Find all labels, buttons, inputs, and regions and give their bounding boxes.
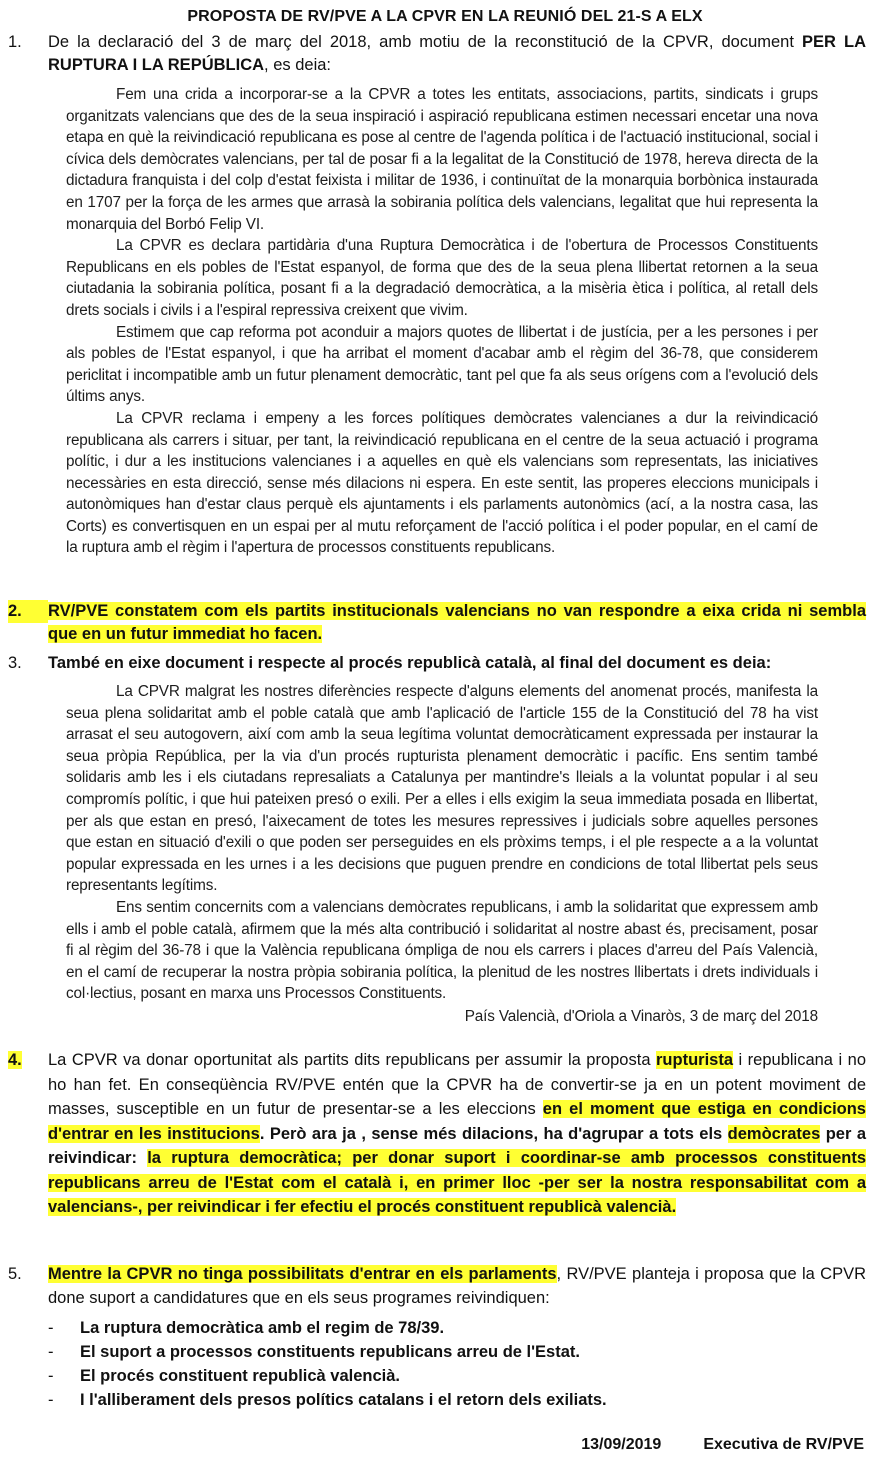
item-4-number: 4.: [8, 1051, 22, 1069]
list-item: [48, 1316, 868, 1340]
dash-bullet-icon: -: [48, 1319, 54, 1337]
footer-date: 13/09/2019: [581, 1436, 662, 1453]
document-title: PROPOSTA DE RV/PVE A LA CPVR EN LA REUNIÓ DEL 21-S A ELX: [187, 8, 703, 25]
item-4-text-c: i republicana i no ho han fet. En conseqüència RV/PVE entén que la CPVR ha de convertir-se ja en un potent moviment de masses, susceptible en un futur de presentar-se a les eleccions: [48, 1051, 866, 1118]
item-4-text: [48, 1048, 866, 1220]
footer-signature: Executiva de RV/PVE: [703, 1436, 864, 1453]
list-item: [48, 1340, 868, 1364]
item-5-text: [48, 1262, 866, 1310]
list-item: [48, 1388, 868, 1412]
quote-2-paragraph-1: La CPVR malgrat les nostres diferències respecte d'alguns elements del anomenat procés, manifesta la seua plena solidaritat amb el poble català que amb l'aplicació de l'article 155 de la Constitució del 78 ha vist arrasat el seu autogovern, així com amb la seua legítima voluntat democràticament expressada per instaurar la seua pròpia República, per la via d'un procés rupturista plenament democràtic i pacífic. Ens sentim també solidaris amb les i els ciutadans represaliats a Catalunya per mantindre's lleials a la voluntat popular i al seu compromís polític, i que hui pateixen presó o exili. Per a elles i ells exigim la seua immediata posada en llibertat, per als que estan en presó, l'aixecament de totes les mesures repressives i judicials sobre aquelles persones que estan en situació d'exili o que poden ser perseguides en els pròxims temps, i el ple respecte a a la voluntat popular expressada en les urnes i a les decisions que puguen prendre en condicions de total llibertat pels seus representants legítims.: [66, 683, 818, 895]
item-2: [8, 600, 866, 646]
item-1-text-a: De la declaració del 3 de març del 2018, amb motiu de la reconstitució de la CPVR, document: [48, 33, 794, 51]
item-1-number: 1.: [8, 33, 22, 51]
item-1-text-b: , es deia:: [264, 56, 331, 74]
list-item-text: El procés constituent republicà valencià.: [80, 1367, 401, 1385]
item-1-bold-title: PER LA RUPTURA I LA REPÚBLICA: [48, 33, 866, 74]
list-item-text: I l'alliberament dels presos polítics catalans i el retorn dels exiliats.: [80, 1391, 607, 1409]
item-4-highlight-rupturista: rupturista: [656, 1051, 734, 1069]
item-4-highlight-ruptura: la ruptura democràtica; per donar suport i coordinar-se amb processos constituents republicans arreu de l'Estat com el català i, en primer lloc -per ser la nostra responsabilitat com a valencians-, per reivindicar i fer efectiu el procés constituent republicà valencià.: [48, 1149, 866, 1216]
quote-1-paragraph-4: La CPVR reclama i empeny a les forces polítiques demòcrates valencianes a dur la reivindicació republicana als carrers i situar, per tant, la reivindicació republicana en el centre de la seua actuació i programa polític, i dur a les institucions valencianes i a aquelles en què els valencians som representats, las iniciatives necessàries en esta direcció, sense més dilacions ni espera. En este sentit, las properes eleccions municipals i autonòmiques han d'estar claus perquè els ajuntaments i els parlaments autonòmics (ací, a la nostra casa, las Corts) es convertisquen en un espai per al mutu reforçament de l'acció política i el poder popular, en el camí de la ruptura amb el règim i l'apertura de processos constituents republicans.: [66, 409, 818, 557]
dash-bullet-icon: -: [48, 1367, 54, 1385]
item-4-text-g: per a reivindicar:: [48, 1124, 866, 1167]
list-item-text: La ruptura democràtica amb el regim de 78/39.: [80, 1319, 445, 1337]
item-5-highlight: Mentre la CPVR no tinga possibilitats d'entrar en els parlaments: [48, 1265, 557, 1283]
item-5-number: 5.: [8, 1265, 22, 1283]
dash-bullet-icon: -: [48, 1391, 54, 1409]
quote-1-paragraph-3: Estimem que cap reforma pot aconduir a majors quotes de llibertat i de justícia, per a les persones i per als pobles de l'Estat espanyol, i que ha arribat el moment d'acabar amb el règim del 36-78, que considerem periclitat i incompatible amb un futur plenament democràtic, tant pel que fa als seus orígens com a l'evolució dels últims anys.: [66, 323, 818, 406]
item-4-text-e: . Però ara ja , sense més dilacions, ha d'agrupar a tots els: [259, 1124, 728, 1143]
quote-1-paragraph-2: La CPVR es declara partidària d'una Ruptura Democràtica i de l'obertura de Processos Constituents Republicans en els pobles de l'Estat espanyol, de forma que des de la seua plena llibertat retornen a la seua ciutadania la sobirania política, posant fi a la degradació democràtica, a la misèria ètica i política, al retall dels drets socials i civils i a l'espiral repressiva creixent que vivim.: [66, 237, 818, 319]
item-5: [8, 1262, 866, 1310]
item-1-text: [48, 31, 866, 77]
quote-2-signature: País Valencià, d'Oriola a Vinaròs, 3 de març del 2018: [464, 1007, 818, 1025]
dash-bullet-icon: -: [48, 1343, 54, 1361]
item-3-number: 3.: [8, 654, 22, 672]
item-4-highlight-moment: en el moment que estiga en condicions d'entrar en les institucions: [48, 1100, 866, 1143]
item-3: [8, 652, 866, 675]
item-2-text: RV/PVE constatem com els partits institucionals valencians no van respondre a eixa crida ni sembla que en un futur immediat ho facen.: [48, 602, 866, 643]
item-4-text-a: La CPVR va donar oportunitat als partits dits republicans per assumir la proposta: [48, 1051, 656, 1069]
list-item: [48, 1364, 868, 1388]
quoted-declaration-1: [66, 84, 818, 559]
item-4: [8, 1048, 866, 1220]
item-4-highlight-democrates: demòcrates: [727, 1124, 821, 1143]
item-3-text: També en eixe document i respecte al procés republicà català, al final del document es deia:: [48, 654, 772, 672]
quote-1-paragraph-1: Fem una crida a incorporar-se a la CPVR a totes les entitats, associacions, partits, sindicats i grups organitzats valencians que des de la seua inspiració i aspiració republicana estimen necessari encetar una nova etapa en què la reivindicació republicana es pose al centre de l'agenda política i de l'actuació institucional, social i cívica dels demòcrates valencians, per tal de posar fi a la legalitat de la Constitució de 1978, hereva directa de la dictadura franquista i del colp d'estat feixista i militar de 1936, i continuïtat de la monarquia borbònica instaurada en 1707 per la força de les armes que arrasà la sobirania política dels valencians, legalitat que hui representa la monarquia del Borbó Felip VI.: [66, 86, 818, 233]
document-footer: [581, 1434, 864, 1456]
item-5-text-b: , RV/PVE planteja i proposa que la CPVR done suport a candidatures que en els seus programes reivindiquen:: [48, 1265, 866, 1307]
demands-list: [48, 1316, 868, 1412]
item-2-number: 2.: [8, 600, 48, 623]
item-1: [8, 31, 866, 77]
quote-2-paragraph-2: Ens sentim concernits com a valencians demòcrates republicans, i amb la solidaritat que expressem amb ells i amb el poble català, afirmem que la més alta contribució i solidaritat al nostre abast és, precisament, posar fi al règim del 36-78 i que la València republicana ómpliga de nou els carrers i places d'arreu del País Valencià, en el camí de recuperar la nostra pròpia sobirania política, la plenitud de les nostres llibertats i drets individuals i col·lectius, posant en marxa uns Processos Constituents.: [66, 898, 818, 1003]
quoted-declaration-2: [66, 681, 818, 1028]
list-item-text: El suport a processos constituents republicans arreu de l'Estat.: [80, 1343, 580, 1361]
